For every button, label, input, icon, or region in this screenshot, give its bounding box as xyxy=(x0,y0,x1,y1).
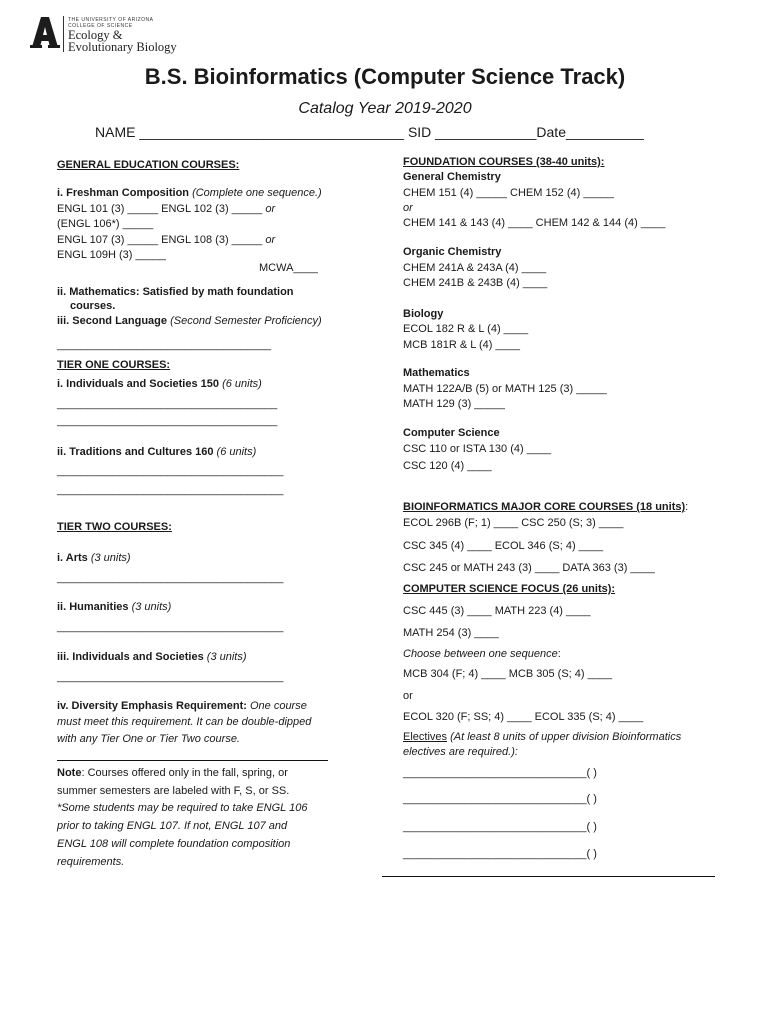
logo-divider xyxy=(63,16,64,52)
mcwa-field[interactable]: MCWA____ xyxy=(259,262,318,274)
freshman-comp-note: (Complete one sequence.) xyxy=(189,187,322,199)
foundation-heading: FOUNDATION COURSES (38-40 units): xyxy=(403,156,605,168)
choose-sequence-line xyxy=(403,647,561,661)
math-129-line[interactable]: MATH 129 (3) _____ xyxy=(403,398,505,410)
arts-label: i. Arts xyxy=(57,552,88,564)
ind-soc-t2-line xyxy=(57,650,247,664)
choose-sequence-label: Choose between one sequence xyxy=(403,648,558,660)
mathematics-heading: Mathematics xyxy=(403,367,470,379)
ind-soc-150-label: i. Individuals and Societies 150 xyxy=(57,378,220,390)
mathematics-line-1: ii. Mathematics: Satisfied by math foundation xyxy=(57,286,294,298)
second-language-blank[interactable]: ___________________________________ xyxy=(57,339,272,351)
note-label: Note xyxy=(57,767,82,779)
engl-109h-line[interactable]: ENGL 109H (3) _____ xyxy=(57,249,167,261)
trad-cult-blank-1[interactable]: _____________________________________ xyxy=(57,465,284,477)
trad-cult-160-line xyxy=(57,445,256,459)
logo-university-name: THE UNIVERSITY OF ARIZONA xyxy=(68,17,154,23)
catalog-year: Catalog Year 2019-2020 xyxy=(298,100,472,117)
ind-soc-t2-units: (3 units) xyxy=(203,651,247,663)
mcb-sequence-line[interactable]: MCB 304 (F; 4) ____ MCB 305 (S; 4) ____ xyxy=(403,668,613,680)
diversity-label: iv. Diversity Emphasis Requirement: xyxy=(57,700,247,712)
electives-label: Electives xyxy=(403,731,448,743)
mathematics-line-2: courses. xyxy=(70,300,116,312)
note-line-6: requirements. xyxy=(57,856,125,868)
humanities-label: ii. Humanities xyxy=(57,601,129,613)
ecol-sequence-line[interactable]: ECOL 320 (F; SS; 4) ____ ECOL 335 (S; 4) ____ xyxy=(403,711,644,723)
engl-line-3[interactable] xyxy=(57,233,275,247)
choose-sequence-colon: : xyxy=(557,648,561,660)
note-line-3: *Some students may be required to take ENGL 106 xyxy=(57,802,308,814)
chem-241a-line[interactable]: CHEM 241A & 243A (4) ____ xyxy=(403,262,547,274)
csc-110-line[interactable]: CSC 110 or ISTA 130 (4) ____ xyxy=(403,443,552,455)
ind-soc-150-line xyxy=(57,377,262,391)
diversity-note-1: One course xyxy=(246,700,307,712)
logo-college-name: COLLEGE OF SCIENCE xyxy=(68,23,133,29)
page-title: B.S. Bioinformatics (Computer Science Track) xyxy=(144,64,626,89)
trad-cult-160-units: (6 units) xyxy=(213,446,257,458)
logo-dept-line1: Ecology & xyxy=(68,28,123,42)
electives-line-1 xyxy=(403,730,681,744)
focus-line-1[interactable]: CSC 445 (3) ____ MATH 223 (4) ____ xyxy=(403,605,591,617)
note-line-1 xyxy=(57,766,288,780)
arts-line xyxy=(57,551,131,565)
core-line-3[interactable]: CSC 245 or MATH 243 (3) ____ DATA 363 (3) ____ xyxy=(403,562,655,574)
ind-soc-t2-blank[interactable]: _____________________________________ xyxy=(57,671,284,683)
cs-focus-heading: COMPUTER SCIENCE FOCUS (26 units): xyxy=(403,583,616,595)
major-core-heading-line xyxy=(403,500,688,514)
trad-cult-blank-2[interactable]: _____________________________________ xyxy=(57,484,284,496)
engl-line-1[interactable] xyxy=(57,202,275,216)
chem-151-152-line[interactable]: CHEM 151 (4) _____ CHEM 152 (4) _____ xyxy=(403,187,614,199)
math-122-line[interactable]: MATH 122A/B (5) or MATH 125 (3) _____ xyxy=(403,383,607,395)
engl-or-1: or xyxy=(262,203,276,215)
ind-soc-blank-1[interactable]: ____________________________________ xyxy=(57,398,278,410)
core-line-1[interactable]: ECOL 296B (F; 1) ____ CSC 250 (S; 3) ____ xyxy=(403,517,624,529)
second-language-line xyxy=(57,314,322,328)
note-text-1: : Courses offered only in the fall, spring, or xyxy=(81,767,288,779)
trad-cult-160-label: ii. Traditions and Cultures 160 xyxy=(57,446,214,458)
ind-soc-150-units: (6 units) xyxy=(219,378,262,390)
mcb-181-line[interactable]: MCB 181R & L (4) ____ xyxy=(403,339,520,351)
focus-line-2[interactable]: MATH 254 (3) ____ xyxy=(403,627,499,639)
diversity-line-3: with any Tier One or Tier Two course. xyxy=(57,733,240,745)
elective-blank-4[interactable]: ______________________________( ) xyxy=(403,848,597,860)
engl-or-2: or xyxy=(262,234,276,246)
gen-ed-heading: GENERAL EDUCATION COURSES: xyxy=(57,159,240,171)
gen-chem-heading: General Chemistry xyxy=(403,171,501,183)
electives-line-2: electives are required.): xyxy=(403,746,518,758)
logo-dept-line2: Evolutionary Biology xyxy=(68,40,177,54)
arts-blank[interactable]: _____________________________________ xyxy=(57,572,284,584)
note-line-2: summer semesters are labeled with F, S, or SS. xyxy=(57,785,290,797)
engl-101-102: ENGL 101 (3) _____ ENGL 102 (3) _____ xyxy=(57,203,263,215)
diversity-line-2: must meet this requirement. It can be double-dipped xyxy=(57,716,312,728)
humanities-units: (3 units) xyxy=(128,601,172,613)
tier-two-heading: TIER TWO COURSES: xyxy=(57,521,172,533)
note-divider xyxy=(57,760,328,761)
chem-141-144-line[interactable]: CHEM 141 & 143 (4) ____ CHEM 142 & 144 (4) ____ xyxy=(403,217,666,229)
note-line-4: prior to taking ENGL 107. If not, ENGL 107 and xyxy=(57,820,288,832)
major-core-colon: : xyxy=(685,501,689,513)
ecol-182-line[interactable]: ECOL 182 R & L (4) ____ xyxy=(403,323,529,335)
second-language-label: iii. Second Language xyxy=(57,315,168,327)
name-sid-date-line[interactable]: NAME __________________________________ SID _____________Date__________ xyxy=(95,124,644,140)
csc-120-line[interactable]: CSC 120 (4) ____ xyxy=(403,460,492,472)
arts-units: (3 units) xyxy=(87,552,131,564)
electives-note-1: (At least 8 units of upper division Bioinformatics xyxy=(447,731,682,743)
sequence-or: or xyxy=(403,690,413,702)
second-language-note: (Second Semester Proficiency) xyxy=(167,315,322,327)
humanities-blank[interactable]: _____________________________________ xyxy=(57,621,284,633)
engl-107-108: ENGL 107 (3) _____ ENGL 108 (3) _____ xyxy=(57,234,263,246)
university-a-logo-icon xyxy=(30,16,60,48)
ind-soc-blank-2[interactable]: ____________________________________ xyxy=(57,415,278,427)
tier-one-heading: TIER ONE COURSES: xyxy=(57,359,171,371)
right-bottom-rule xyxy=(382,876,715,877)
major-core-heading: BIOINFORMATICS MAJOR CORE COURSES (18 units) xyxy=(403,501,686,513)
engl-106-line[interactable]: (ENGL 106*) _____ xyxy=(57,218,154,230)
org-chem-heading: Organic Chemistry xyxy=(403,246,502,258)
freshman-comp-line xyxy=(57,186,322,200)
elective-blank-2[interactable]: ______________________________( ) xyxy=(403,793,597,805)
ind-soc-t2-label: iii. Individuals and Societies xyxy=(57,651,204,663)
elective-blank-3[interactable]: ______________________________( ) xyxy=(403,821,597,833)
core-line-2[interactable]: CSC 345 (4) ____ ECOL 346 (S; 4) ____ xyxy=(403,540,604,552)
chem-or: or xyxy=(403,202,413,214)
chem-241b-line[interactable]: CHEM 241B & 243B (4) ____ xyxy=(403,277,548,289)
elective-blank-1[interactable]: ______________________________( ) xyxy=(403,767,597,779)
note-line-5: ENGL 108 will complete foundation composition xyxy=(57,838,291,850)
diversity-line-1 xyxy=(57,699,307,713)
humanities-line xyxy=(57,600,171,614)
freshman-comp-label: i. Freshman Composition xyxy=(57,187,190,199)
biology-heading: Biology xyxy=(403,308,444,320)
computer-science-heading: Computer Science xyxy=(403,427,500,439)
